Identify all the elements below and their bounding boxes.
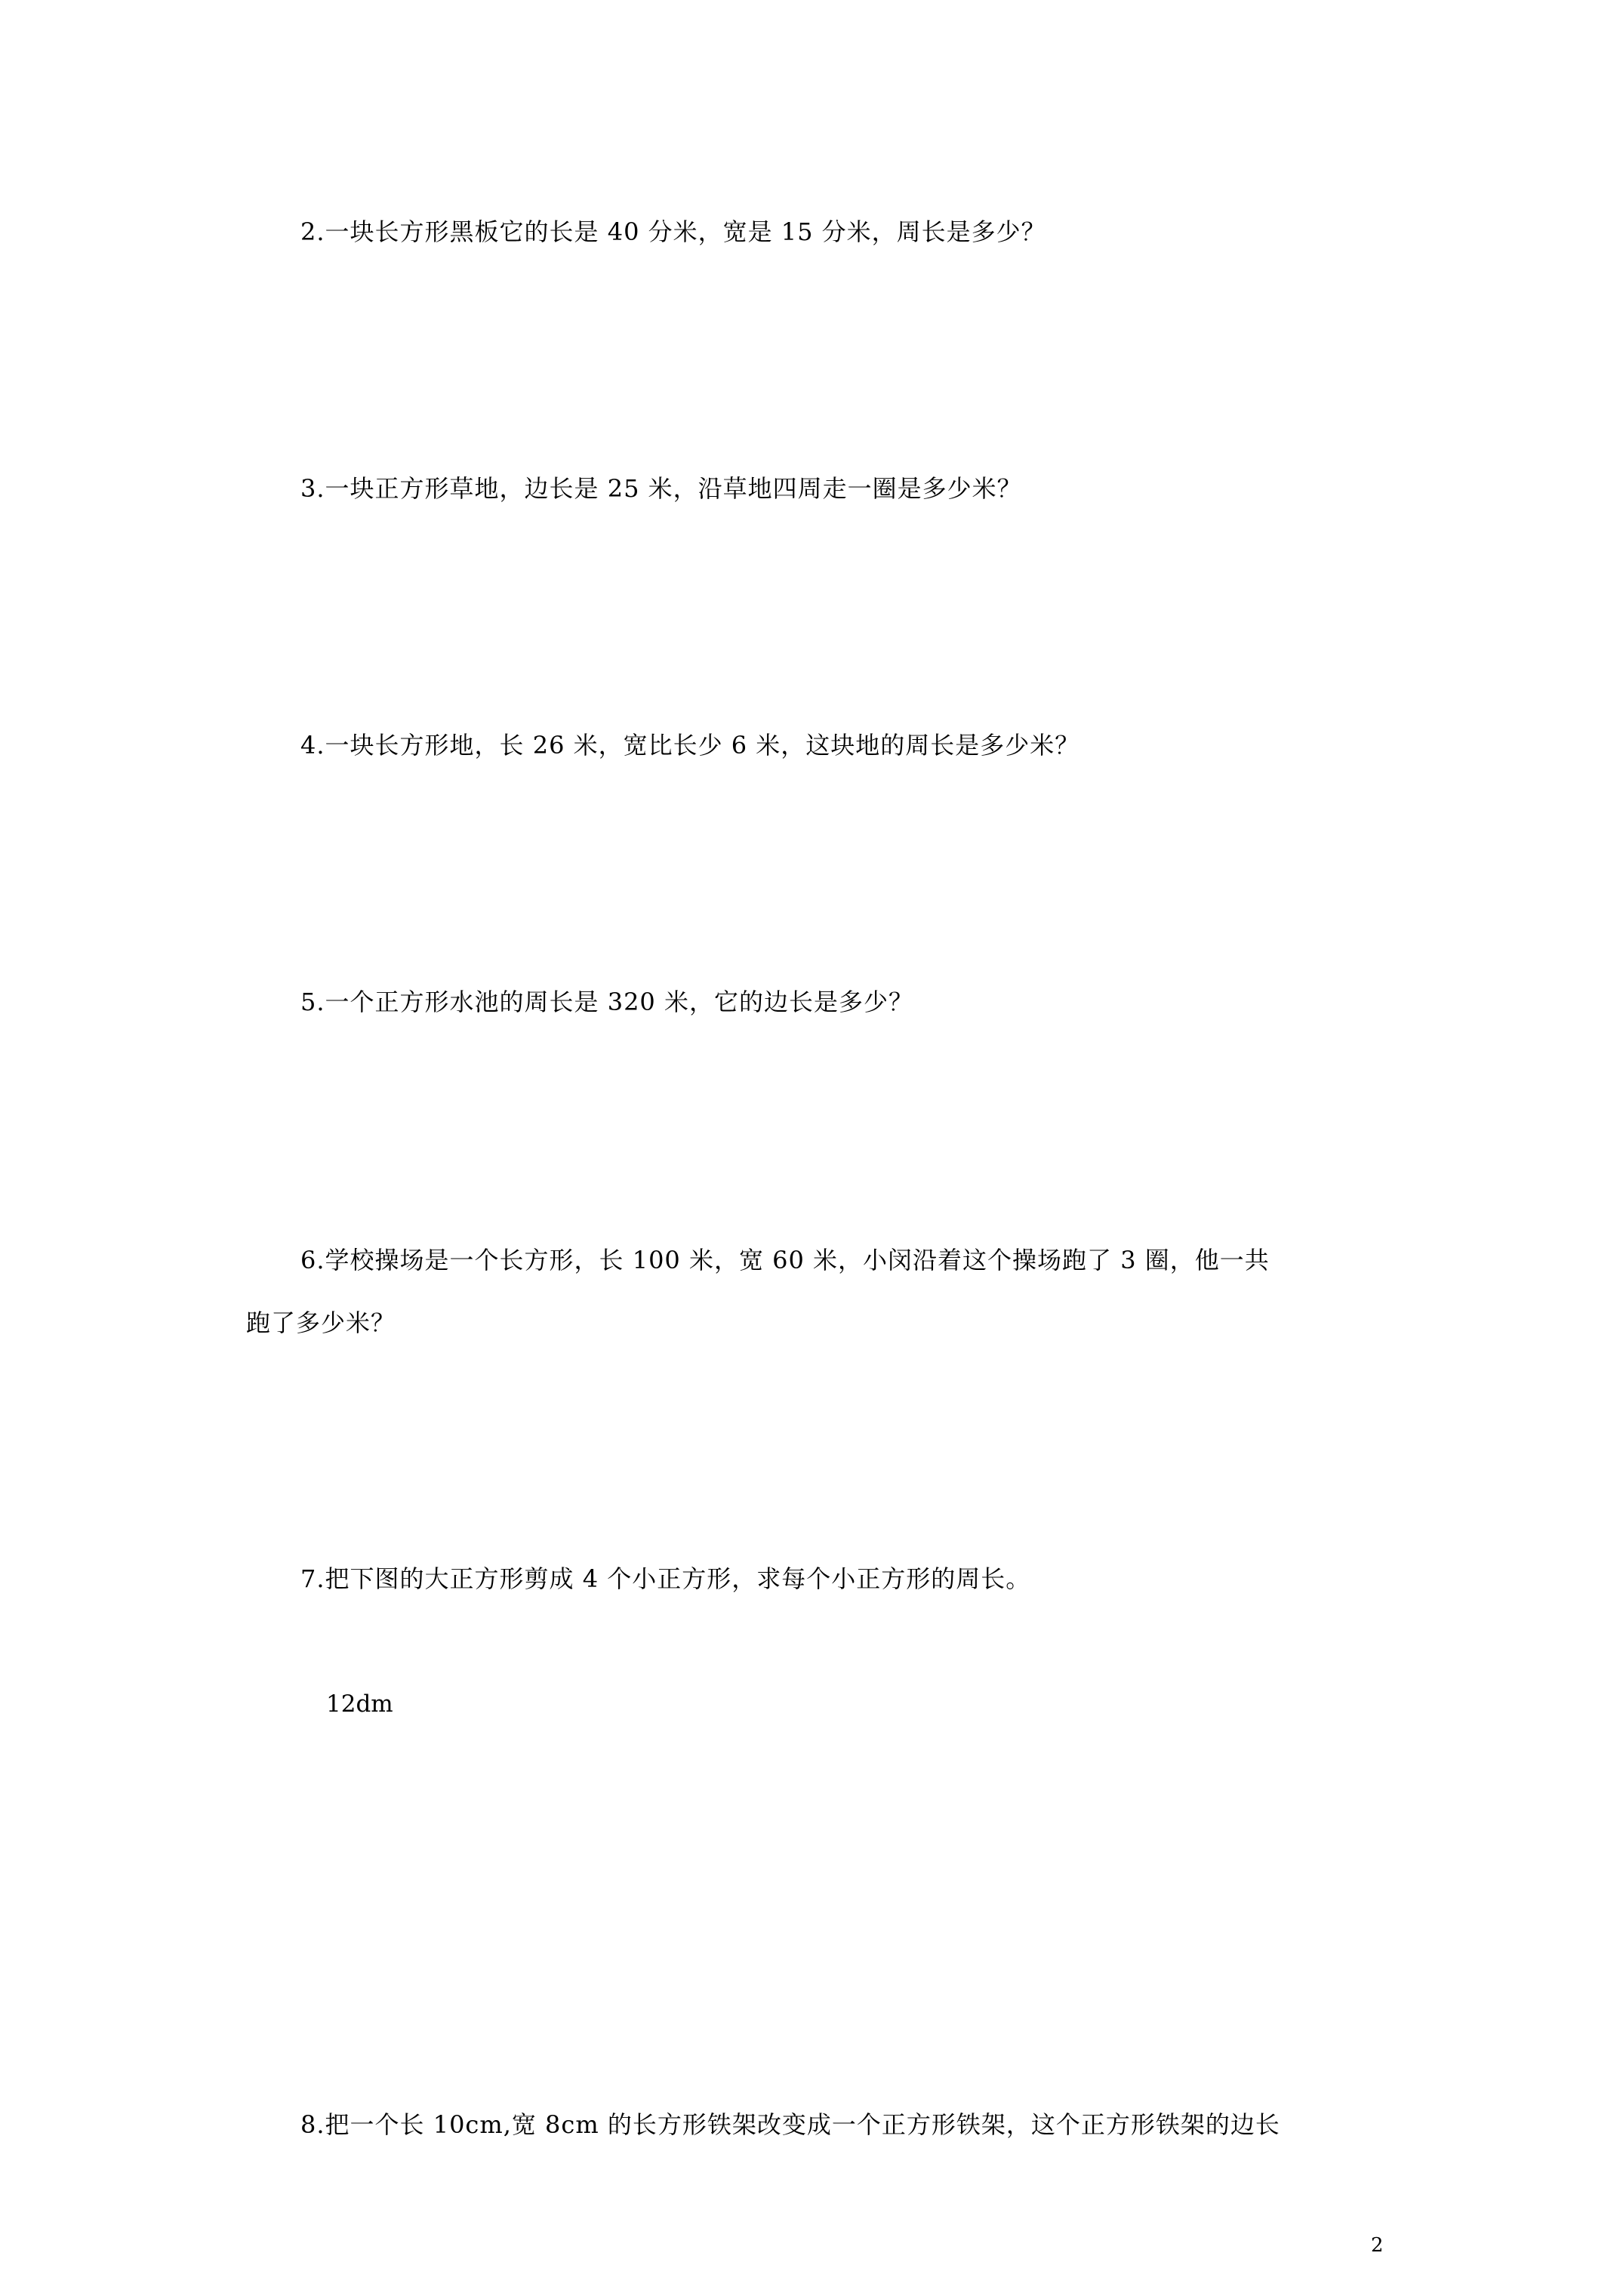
question-3: 3.一块正方形草地，边长是 25 米，沿草地四周走一圈是多少米？ xyxy=(300,474,1022,503)
question-8: 8.把一个长 10cm,宽 8cm 的长方形铁架改变成一个正方形铁架，这个正方形铁架的边长 xyxy=(300,2110,1280,2139)
page-number: 2 xyxy=(1371,2234,1384,2257)
question-6-line-1: 6.学校操场是一个长方形，长 100 米，宽 60 米，小闵沿着这个操场跑了 3 圈，他一共 xyxy=(300,1246,1270,1274)
question-7: 7.把下图的大正方形剪成 4 个小正方形，求每个小正方形的周长。 xyxy=(300,1564,1031,1593)
question-4: 4.一块长方形地，长 26 米，宽比长少 6 米，这块地的周长是多少米？ xyxy=(300,731,1080,760)
question-6-line-2: 跑了多少米？ xyxy=(246,1308,396,1337)
question-5: 5.一个正方形水池的周长是 320 米，它的边长是多少？ xyxy=(300,988,913,1016)
figure-side-label: 12dm xyxy=(326,1690,393,1718)
question-2: 2.一块长方形黑板它的长是 40 分米，宽是 15 分米，周长是多少？ xyxy=(300,217,1046,246)
